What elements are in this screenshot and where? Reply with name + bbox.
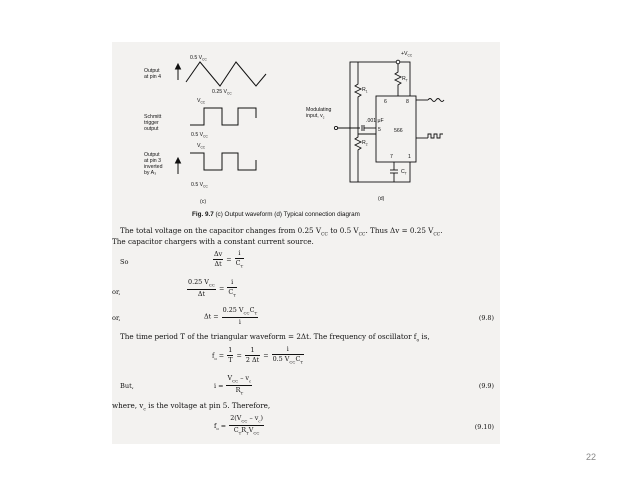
equation-number-9-9: (9.9) (478, 382, 494, 390)
label-output-pin4-1: Output (144, 68, 160, 74)
scanned-page (112, 42, 500, 444)
inverted-square-wave (190, 153, 256, 170)
equation-3: Δt = $\frac{0.25 V_{CC}C_T}{i}$ (204, 306, 258, 327)
label-vcc-1: $V_{CC}$ (197, 98, 206, 105)
schmitt-square-wave (190, 108, 256, 125)
vcc-terminal (396, 60, 400, 64)
label-output-pin3-3: inverted (144, 164, 163, 170)
label-output-pin4-2: at pin 4 (144, 74, 162, 80)
page-number: 22 (586, 452, 597, 462)
square-output-symbol (428, 134, 443, 138)
label-r1: $R_1$ (362, 87, 368, 94)
pin-1: 1 (408, 154, 411, 160)
equation-4: $f_o$ = $\frac{1}{T}$ = $\frac{1}{2 \Delta t}$ = $\frac{i}{0.5 V_{CC}C_T}$ (212, 345, 303, 365)
label-mod-input-2: input, $v_c$ (306, 113, 325, 120)
pin-7: 7 (390, 154, 393, 160)
label-but: But, (120, 382, 134, 390)
label-output-pin3-2: at pin 3 (144, 158, 162, 164)
label-tag-c: (c) (200, 199, 207, 205)
label-ct: $C_T$ (401, 169, 407, 176)
figure-caption: Fig. 9.7 (c) Output waveform (d) Typical connection diagram (192, 211, 360, 218)
equation-number-9-10: (9.10) (474, 423, 494, 431)
label-so: So (120, 258, 129, 266)
chip-label: 566 (394, 128, 403, 134)
label-mod-input-1: Modulating (306, 107, 332, 113)
triangle-wave (186, 62, 266, 86)
paragraph-3: The time period T of the triangular waveform = 2Δt. The frequency of oscillator $f_o$ is, (120, 332, 430, 344)
triangle-output-symbol (428, 99, 444, 102)
paragraph-4: where, $v_c$ is the voltage at pin 5. Therefore, (112, 401, 271, 413)
label-output-pin3-1: Output (144, 152, 160, 158)
waveform-figure (112, 42, 292, 207)
label-output-pin3-4: by A₃ (144, 170, 157, 176)
label-half-vcc-1: 0.5 $V_{CC}$ (191, 132, 208, 139)
label-half-vcc-2: 0.5 $V_{CC}$ (191, 182, 208, 189)
label-vcc: $+V_{CC}$ (401, 51, 413, 58)
circuit-figure (302, 42, 500, 207)
label-or-2: or, (112, 314, 121, 322)
pin-8: 8 (406, 99, 409, 105)
label-schmitt-2: trigger (144, 120, 159, 126)
equation-number-9-8: (9.8) (478, 314, 494, 322)
label-schmitt-3: output (144, 126, 159, 132)
equation-5: i = $\frac{V_{CC} - v_c}{R_T}$ (214, 374, 252, 396)
paragraph-2: The capacitor chargers with a constant current source. (112, 237, 314, 246)
label-peak-mid: 0.25 $V_{CC}$ (212, 89, 232, 96)
equation-6: $f_o$ = $\frac{2(V_{CC} - v_c)}{C_TR_TV_{CC}}$ (214, 414, 264, 436)
pin-5: 5 (378, 127, 381, 133)
pin-6: 6 (384, 99, 387, 105)
resistors-r1-r2 (355, 62, 361, 182)
label-tag-d: (d) (378, 196, 385, 202)
equation-1: $\frac{\Delta v}{\Delta t}$ = $\frac{i}{C_T}$ (214, 249, 244, 269)
label-peak-top: 0.5 $V_{CC}$ (190, 55, 207, 62)
label-schmitt-1: Schmitt (144, 114, 162, 120)
label-r2: $R_2$ (362, 140, 368, 147)
label-rt: $R_T$ (402, 76, 408, 83)
label-or-1: or, (112, 288, 121, 296)
cap-value: .001 μF (366, 118, 384, 124)
label-vcc-2: $V_{CC}$ (197, 143, 206, 150)
paragraph-1: The total voltage on the capacitor changes from 0.25 $V_{CC}$ to 0.5 $V_{CC}$. Thus Δv = 0.25 $V_{CC}$. (120, 226, 443, 238)
resistor-rt (395, 64, 401, 96)
equation-2: $\frac{0.25 V_{CC}}{\Delta t}$ = $\frac{i}{C_T}$ (188, 278, 236, 299)
